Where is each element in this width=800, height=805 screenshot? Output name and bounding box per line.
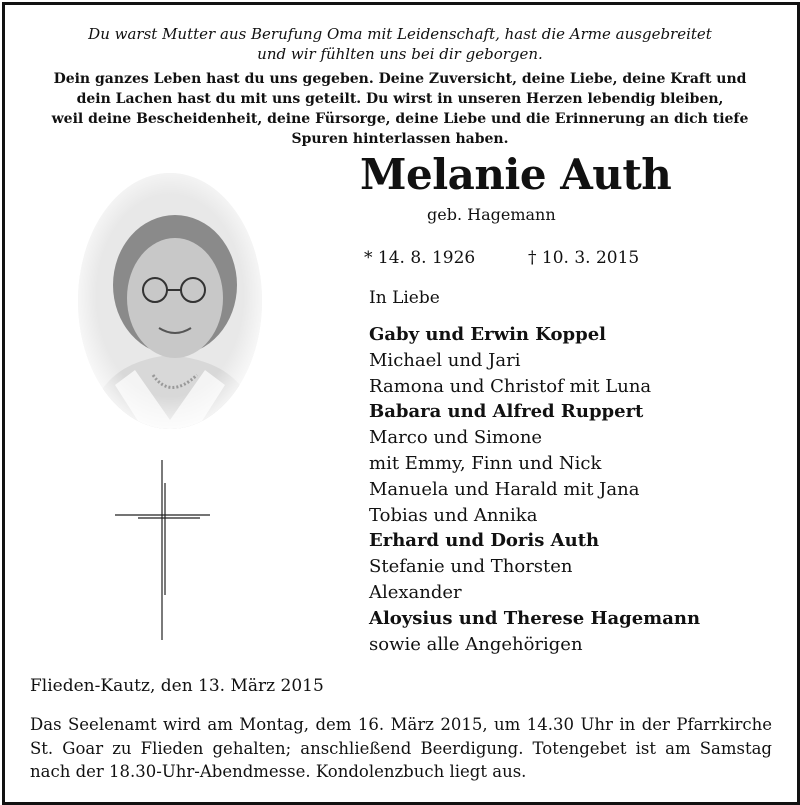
intro-italic-line: Du warst Mutter aus Berufung Oma mit Leidenschaft, hast die Arme ausgebreitet	[88, 25, 712, 43]
intro-bold-line: Spuren hinterlassen haben.	[291, 131, 509, 147]
mourners-list	[369, 322, 700, 657]
intro-italic	[30, 24, 770, 64]
place-date: Flieden-Kautz, den 13. März 2015	[30, 676, 324, 696]
mourner-line: mit Emmy, Finn und Nick	[369, 452, 602, 474]
mourner-line: Michael und Jari	[369, 349, 521, 371]
intro-bold-line: Dein ganzes Leben hast du uns gegeben. Deine Zuversicht, deine Liebe, deine Kraft und	[53, 71, 747, 87]
mourner-line: Stefanie und Thorsten	[369, 556, 573, 578]
mourner-line: Ramona und Christof mit Luna	[369, 375, 652, 397]
mourner-line: Erhard und Doris Auth	[369, 530, 600, 552]
mourners-heading: In Liebe	[369, 288, 440, 308]
mourner-line: Marco und Simone	[369, 427, 543, 449]
mourner-line: Manuela und Harald mit Jana	[369, 478, 640, 500]
mourner-line: Gaby und Erwin Koppel	[369, 324, 606, 345]
intro-bold-line: weil deine Bescheidenheit, deine Fürsorge, deine Liebe und die Erinnerung an dich tiefe	[51, 111, 749, 127]
cross-icon	[110, 455, 220, 645]
deceased-name: Melanie Auth	[360, 150, 672, 199]
birth-date: * 14. 8. 1926	[364, 248, 476, 268]
mourner-line: Alexander	[369, 581, 462, 603]
death-date: † 10. 3. 2015	[528, 248, 640, 268]
mourner-line: Babara und Alfred Ruppert	[369, 401, 644, 423]
mourner-line: sowie alle Angehörigen	[369, 633, 583, 655]
mourner-line: Tobias und Annika	[369, 504, 538, 526]
intro-bold-line: dein Lachen hast du mit uns geteilt. Du wirst in unseren Herzen lebendig bleiben,	[76, 91, 724, 107]
funeral-notice: Das Seelenamt wird am Montag, dem 16. März 2015, um 14.30 Uhr in der Pfarrkirche St. Goar zu Flieden gehalten; anschließend Beerdigung. Totengebet ist am Samstag nach der 18.30-Uhr-Abendmesse. Kondolenzbuch liegt aus.	[30, 715, 772, 781]
intro-bold	[30, 69, 770, 149]
maiden-name: geb. Hagemann	[427, 205, 556, 224]
mourner-line: Aloysius und Therese Hagemann	[369, 607, 701, 629]
portrait-photo	[75, 170, 265, 432]
intro-italic-line: und wir fühlten uns bei dir geborgen.	[257, 45, 543, 63]
